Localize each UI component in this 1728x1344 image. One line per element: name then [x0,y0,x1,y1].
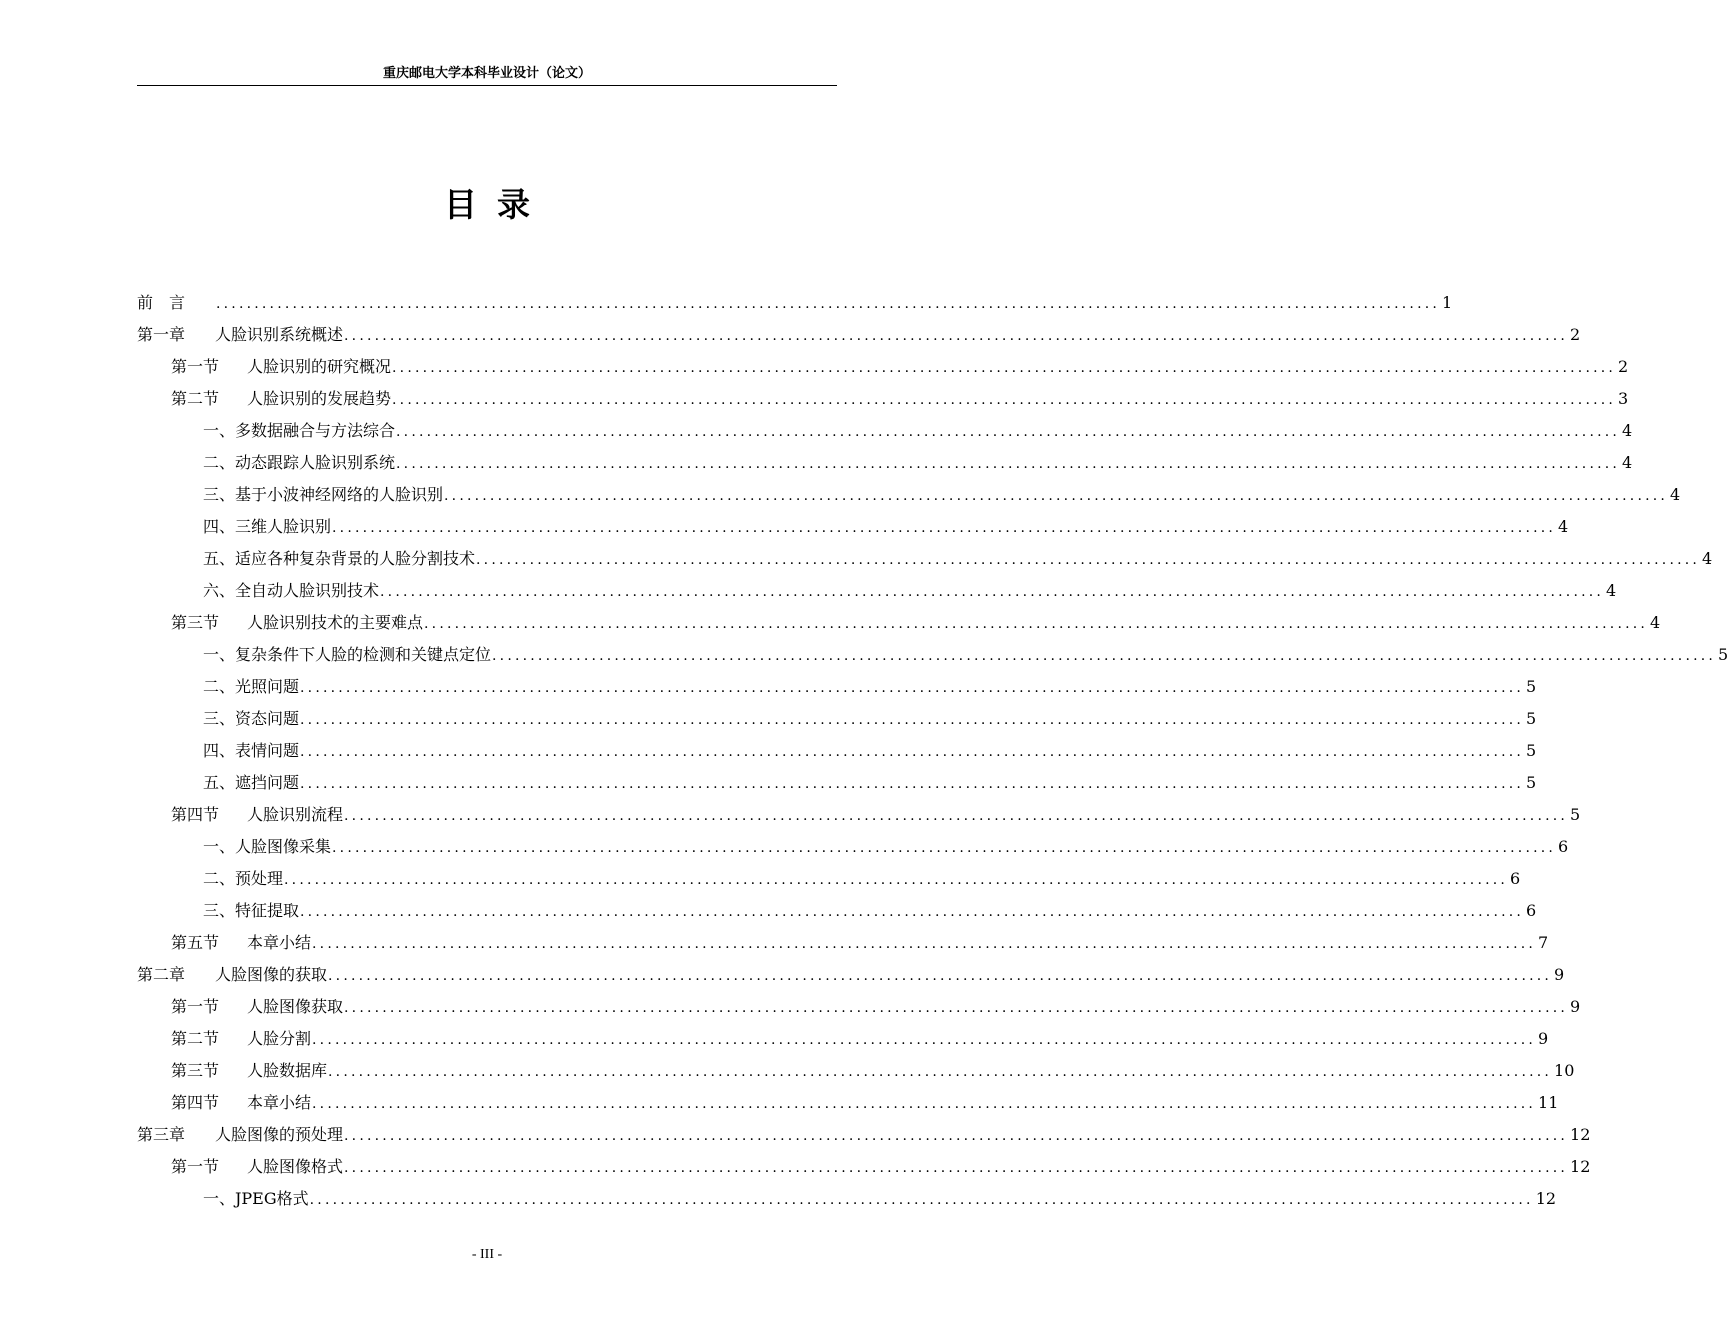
toc-entry-page: 12 [1570,1125,1591,1144]
toc-entry-title: 人脸分割 [247,1029,312,1048]
toc-entry-number: 第一节 [171,357,220,376]
toc-entry[interactable] [137,735,1537,767]
toc-entry[interactable] [137,959,1565,991]
toc-entry-page: 5 [1526,709,1537,728]
toc-entry-number: 第三章 [137,1125,186,1144]
toc-entry-text [137,287,215,319]
toc-entry[interactable] [137,1151,1591,1183]
toc-entry-page: 4 [1558,517,1569,536]
toc-entry-title: 人脸识别的发展趋势 [247,389,392,408]
toc-entry-number: 前 言 [137,293,186,312]
toc-entry-text [171,607,423,639]
running-header: 重庆邮电大学本科毕业设计（论文） [382,66,591,81]
dot-leader: ................................................................................................................................................................ [476,552,1701,568]
toc-entry-title: 人脸识别的研究概况 [247,357,392,376]
toc-entry-title: 人脸识别系统概述 [215,325,344,344]
toc-entry-title: 人脸图像格式 [247,1157,344,1176]
toc-entry-number: 第二节 [171,1029,220,1048]
toc-entry-page: 6 [1558,837,1569,856]
toc-entry-number: 第二章 [137,965,186,984]
toc-entry[interactable] [137,1055,1575,1087]
toc-entry-text [203,863,283,895]
dot-leader: ................................................................................................................................................................ [392,392,1617,408]
dot-leader: ................................................................................................................................................................ [328,968,1553,984]
toc-entry-page: 12 [1570,1157,1591,1176]
dot-leader: ................................................................................................................................................................ [392,360,1617,376]
toc-entry-title: 人脸数据库 [247,1061,328,1080]
toc-entry-text [203,639,491,671]
toc-entry-page: 1 [1442,293,1453,312]
toc-entry-page: 7 [1538,933,1549,952]
toc-entry[interactable] [137,799,1581,831]
toc-entry-title: 二、动态跟踪人脸识别系统 [203,453,396,472]
toc-entry[interactable] [137,1087,1559,1119]
toc-entry-text [203,543,475,575]
dot-leader: ................................................................................................................................................................ [300,904,1525,920]
toc-entry-title: 二、光照问题 [203,677,300,696]
toc-entry-page: 5 [1718,645,1728,664]
toc-entry-page: 9 [1554,965,1565,984]
dot-leader: ................................................................................................................................................................ [332,840,1557,856]
toc-entry-text [171,351,391,383]
dot-leader: ................................................................................................................................................................ [284,872,1509,888]
toc-entry[interactable] [137,1023,1549,1055]
dot-leader: ................................................................................................................................................................ [396,424,1621,440]
toc-entry-page: 6 [1510,869,1521,888]
page-title: 目录 [444,185,550,224]
dot-leader: ................................................................................................................................................................ [300,744,1525,760]
toc-entry[interactable] [137,511,1569,543]
toc-entry-text [203,479,443,511]
toc-entry-title: 三、特征提取 [203,901,300,920]
page-number: - III - [471,1247,503,1262]
toc-entry-text [203,895,299,927]
toc-entry-text [171,1023,311,1055]
table-of-contents [137,287,1728,1215]
toc-entry-page: 5 [1526,741,1537,760]
toc-entry-title: 三、资态问题 [203,709,300,728]
toc-entry-text [203,831,331,863]
toc-entry-text [203,575,379,607]
toc-entry-title: 四、表情问题 [203,741,300,760]
toc-entry-text [203,671,299,703]
toc-entry-number: 第五节 [171,933,220,952]
toc-entry-title: 三、基于小波神经网络的人脸识别 [203,485,444,504]
toc-entry-title: 二、预处理 [203,869,284,888]
dot-leader: ................................................................................................................................................................ [344,1000,1569,1016]
toc-entry-number: 第四节 [171,805,220,824]
toc-entry-text [203,703,299,735]
toc-entry-page: 4 [1622,421,1633,440]
dot-leader: ................................................................................................................................................................ [396,456,1621,472]
toc-entry-text [137,319,343,351]
toc-entry[interactable] [137,479,1681,511]
toc-entry-title: 五、适应各种复杂背景的人脸分割技术 [203,549,476,568]
toc-entry[interactable] [137,895,1537,927]
toc-entry[interactable] [137,991,1581,1023]
toc-entry[interactable] [137,703,1537,735]
toc-entry-number: 第一章 [137,325,186,344]
dot-leader: ................................................................................................................................................................ [444,488,1669,504]
toc-entry-title: 一、多数据融合与方法综合 [203,421,396,440]
toc-entry-text [171,383,391,415]
toc-entry-page: 6 [1526,901,1537,920]
toc-entry-page: 4 [1670,485,1681,504]
toc-entry-text [203,1183,309,1215]
dot-leader: ................................................................................................................................................................ [344,808,1569,824]
toc-entry-title: 四、三维人脸识别 [203,517,332,536]
toc-entry-number: 第一节 [171,1157,220,1176]
toc-entry-title: 人脸图像获取 [247,997,344,1016]
dot-leader: ................................................................................................................................................................ [300,776,1525,792]
toc-entry[interactable] [137,767,1537,799]
toc-entry-page: 11 [1538,1093,1559,1112]
toc-entry-page: 2 [1570,325,1581,344]
toc-entry[interactable] [137,671,1537,703]
toc-entry[interactable] [137,351,1629,383]
toc-entry-text [137,959,327,991]
toc-entry-title: 本章小结 [247,933,312,952]
toc-entry[interactable] [137,1119,1591,1151]
toc-entry-page: 12 [1535,1189,1557,1208]
toc-entry-page: 9 [1538,1029,1549,1048]
toc-entry-text [171,799,343,831]
toc-entry-title: 人脸识别技术的主要难点 [247,613,424,632]
toc-entry[interactable] [137,607,1661,639]
toc-entry[interactable] [137,287,1453,319]
toc-entry-title: 人脸图像的预处理 [215,1125,344,1144]
dot-leader: ................................................................................................................................................................ [300,680,1525,696]
toc-entry-page: 4 [1606,581,1617,600]
toc-entry-number: 第三节 [171,613,220,632]
dot-leader: ................................................................................................................................................................ [380,584,1605,600]
dot-leader: ................................................................................................................................................................ [492,648,1717,664]
toc-entry[interactable] [137,927,1549,959]
toc-entry-title: 人脸图像的获取 [215,965,328,984]
toc-entry-text [171,1151,343,1183]
toc-entry-text [171,1055,327,1087]
toc-entry-page: 10 [1554,1061,1575,1080]
toc-entry-page: 5 [1526,677,1537,696]
toc-entry-title: 一、JPEG格式 [203,1189,309,1208]
toc-entry-page: 4 [1702,549,1713,568]
toc-entry-number: 第四节 [171,1093,220,1112]
toc-entry-text [203,735,299,767]
toc-entry-title: 本章小结 [247,1093,312,1112]
toc-entry-title: 六、全自动人脸识别技术 [203,581,380,600]
toc-entry[interactable] [137,831,1569,863]
toc-entry-title: 人脸识别流程 [247,805,344,824]
dot-leader: ................................................................................................................................................................ [344,1128,1569,1144]
dot-leader: ................................................................................................................................................................ [300,712,1525,728]
toc-entry[interactable] [137,575,1617,607]
toc-entry[interactable] [137,543,1713,575]
toc-entry-title: 五、遮挡问题 [203,773,300,792]
toc-entry-text [203,511,331,543]
dot-leader: ................................................................................................................................................................ [216,296,1441,312]
toc-entry-title: 一、人脸图像采集 [203,837,332,856]
dot-leader: ................................................................................................................................................................ [312,936,1537,952]
toc-entry[interactable] [137,415,1633,447]
toc-entry-page: 4 [1650,613,1661,632]
toc-entry[interactable] [137,863,1521,895]
dot-leader: ................................................................................................................................................................ [328,1064,1553,1080]
toc-entry-number: 第一节 [171,997,220,1016]
toc-entry-page: 3 [1618,389,1629,408]
dot-leader: ................................................................................................................................................................ [312,1032,1537,1048]
header-divider [137,85,837,86]
toc-entry-text [203,767,299,799]
toc-entry-title: 一、复杂条件下人脸的检测和关键点定位 [203,645,492,664]
toc-entry[interactable] [137,639,1728,671]
dot-leader: ................................................................................................................................................................ [309,1192,1534,1208]
toc-entry[interactable] [137,1183,1557,1215]
toc-entry-page: 5 [1570,805,1581,824]
dot-leader: ................................................................................................................................................................ [332,520,1557,536]
dot-leader: ................................................................................................................................................................ [344,1160,1569,1176]
toc-entry-text [203,447,395,479]
dot-leader: ................................................................................................................................................................ [344,328,1569,344]
toc-entry-page: 4 [1622,453,1633,472]
toc-entry-page: 5 [1526,773,1537,792]
toc-entry-number: 第二节 [171,389,220,408]
toc-entry-text [171,1087,311,1119]
dot-leader: ................................................................................................................................................................ [312,1096,1537,1112]
toc-entry-text [171,927,311,959]
toc-entry[interactable] [137,447,1633,479]
toc-entry[interactable] [137,319,1581,351]
toc-entry[interactable] [137,383,1629,415]
toc-entry-text [203,415,395,447]
dot-leader: ................................................................................................................................................................ [424,616,1649,632]
toc-entry-text [171,991,343,1023]
toc-entry-number: 第三节 [171,1061,220,1080]
toc-entry-page: 9 [1570,997,1581,1016]
toc-entry-text [137,1119,343,1151]
toc-entry-page: 2 [1618,357,1629,376]
